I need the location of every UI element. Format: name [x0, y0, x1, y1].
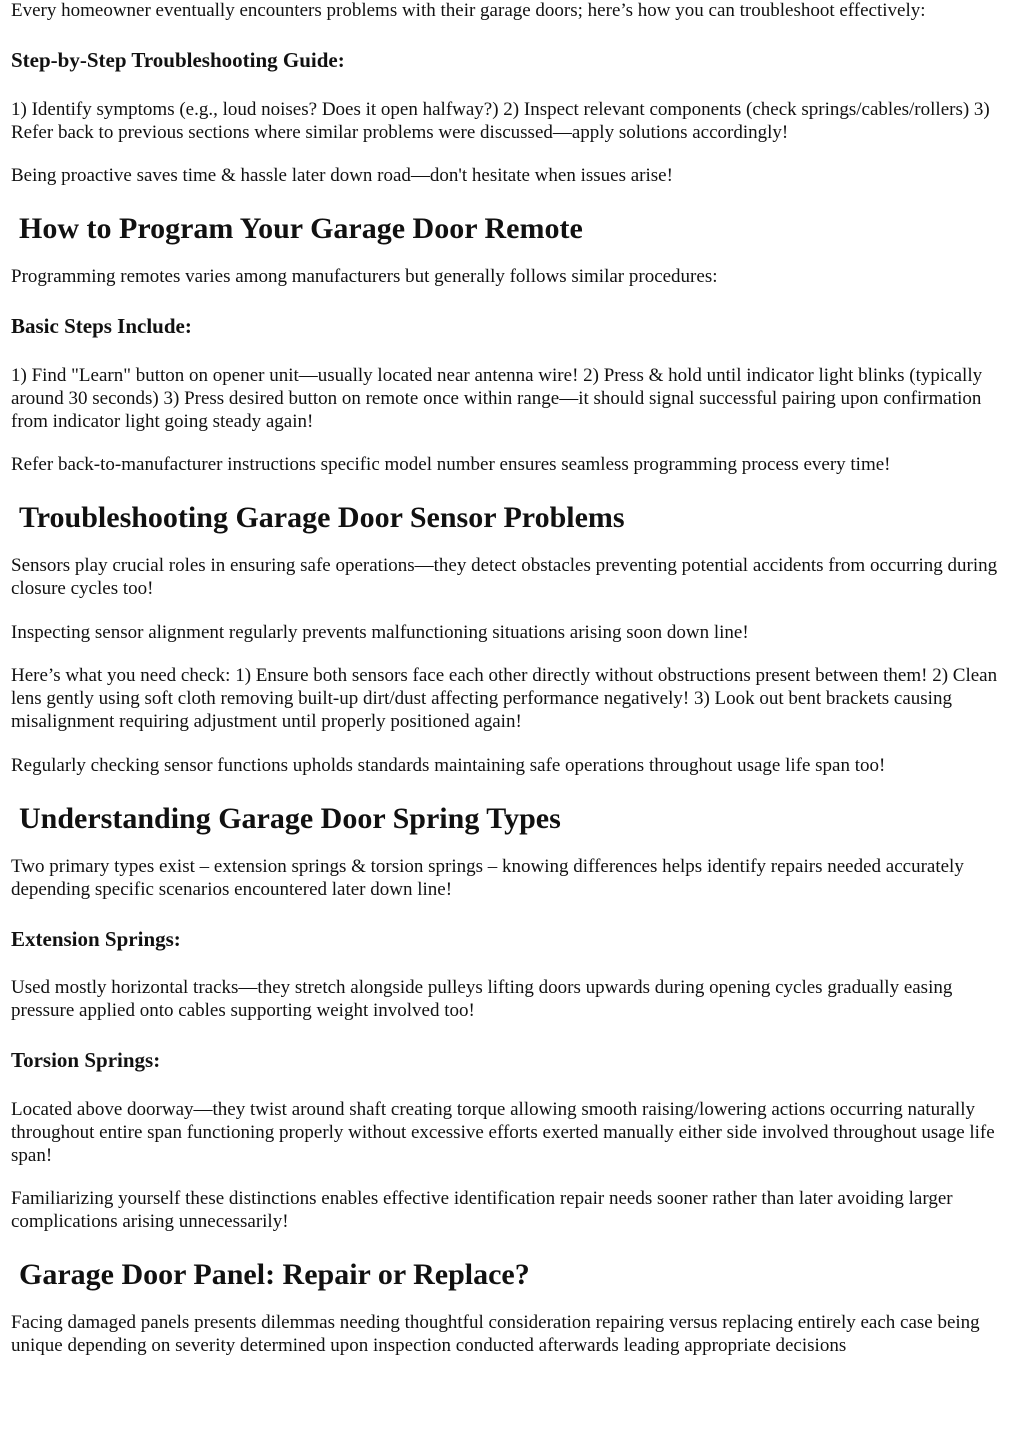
sensor-paragraph-3: Here’s what you need check: 1) Ensure both sensors face each other directly without obstructions present between them! 2) Clean lens gently using soft cloth removing built-up dirt/dust affecting performance negatively! 3) Look out bent brackets causing misalignment requiring adjustment until properly positioned again!	[11, 665, 998, 732]
extension-springs-heading: Extension Springs:	[11, 927, 181, 951]
remote-intro-paragraph: Programming remotes varies among manufacturers but generally follows similar procedures:	[11, 266, 718, 287]
extension-springs-paragraph: Used mostly horizontal tracks—they stretch alongside pulleys lifting doors upwards during opening cycles gradually easing pressure applied onto cables supporting weight involved too!	[11, 977, 953, 1021]
basic-steps-heading: Basic Steps Include:	[11, 314, 192, 338]
torsion-springs-paragraph: Located above doorway—they twist around shaft creating torque allowing smooth raising/lowering actions occurring naturally throughout entire span functioning properly without excessive efforts exerted manually either side involved throughout usage life span!	[11, 1099, 995, 1166]
sensor-paragraph-1: Sensors play crucial roles in ensuring safe operations—they detect obstacles preventing potential accidents from occurring during closure cycles too!	[11, 555, 998, 599]
basic-steps-paragraph: 1) Find "Learn" button on opener unit—usually located near antenna wire! 2) Press & hold until indicator light blinks (typically around 30 seconds) 3) Press desired button on remote once within range—it should signal successful pairing upon confirmation from indicator light going steady again!	[11, 365, 983, 432]
spring-section-heading: Understanding Garage Door Spring Types	[19, 802, 561, 835]
torsion-springs-heading: Torsion Springs:	[11, 1048, 161, 1072]
sensor-section-heading: Troubleshooting Garage Door Sensor Problems	[19, 501, 625, 534]
panel-paragraph: Facing damaged panels presents dilemmas needing thoughtful consideration repairing versus replacing entirely each case being unique depending on severity determined upon inspection conducted afterwards leading appropriate decisions	[11, 1312, 980, 1356]
spring-intro-paragraph: Two primary types exist – extension springs & torsion springs – knowing differences helps identify repairs needed accurately depending specific scenarios encountered later down line!	[11, 856, 964, 900]
manufacturer-note-paragraph: Refer back-to-manufacturer instructions specific model number ensures seamless programming process every time!	[11, 454, 891, 475]
proactive-paragraph: Being proactive saves time & hassle later down road—don't hesitate when issues arise!	[11, 165, 673, 186]
remote-section-heading: How to Program Your Garage Door Remote	[19, 212, 583, 245]
intro-paragraph: Every homeowner eventually encounters problems with their garage doors; here’s how you can troubleshoot effectively:	[11, 0, 926, 21]
guide-steps-paragraph: 1) Identify symptoms (e.g., loud noises? Does it open halfway?) 2) Inspect relevant components (check springs/cables/rollers) 3) Refer back to previous sections where similar problems were discussed—apply solutions accordingly!	[11, 99, 990, 143]
sensor-paragraph-2: Inspecting sensor alignment regularly prevents malfunctioning situations arising soon down line!	[11, 622, 749, 643]
panel-section-heading: Garage Door Panel: Repair or Replace?	[19, 1258, 530, 1291]
sensor-paragraph-4: Regularly checking sensor functions upholds standards maintaining safe operations throughout usage life span too!	[11, 755, 886, 776]
guide-heading: Step-by-Step Troubleshooting Guide:	[11, 48, 345, 72]
article-body	[11, 0, 1015, 1357]
familiarize-paragraph: Familiarizing yourself these distinctions enables effective identification repair needs sooner rather than later avoiding larger complications arising unnecessarily!	[11, 1188, 953, 1232]
